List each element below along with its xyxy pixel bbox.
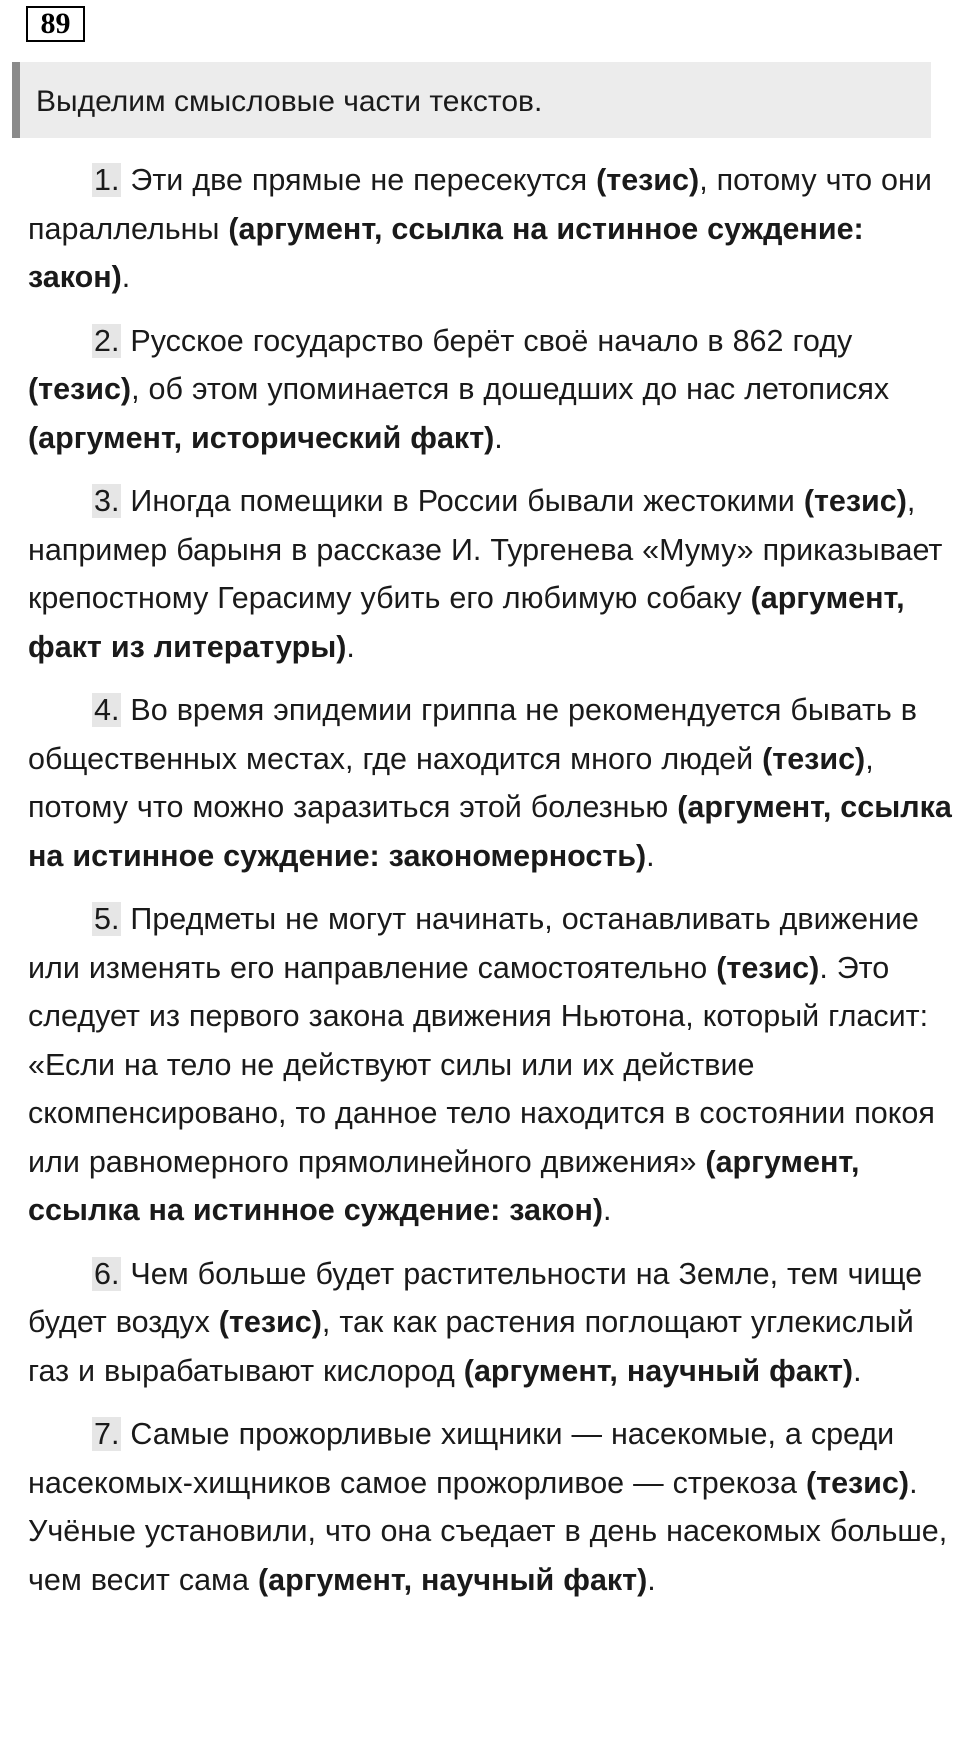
- paragraph-6: [28, 1250, 952, 1396]
- text-run: , например барыня в рассказе И. Тургенева «Муму» приказывает крепостному Герасиму убить его любимую собаку: [28, 484, 943, 615]
- text-run: Эти две прямые не пересекутся: [121, 163, 597, 197]
- text-run: . Это следует из первого закона движения Ньютона, который гласит: «Если на тело не действуют силы или их действие скомпенсировано, то данное тело находится в состоянии покоя или равномерного прямолинейного движения»: [28, 950, 935, 1179]
- thesis-label: (тезис): [218, 1305, 322, 1339]
- thesis-label: (тезис): [803, 484, 907, 518]
- text-run: , так как растения поглощают углекислый газ и вырабатывают кислород: [28, 1305, 914, 1388]
- text-run: .: [603, 1193, 612, 1227]
- item-number: 1.: [94, 163, 120, 197]
- section-header: [12, 62, 931, 138]
- text-run: , об этом упоминается в дошедших до нас летописях: [131, 372, 890, 406]
- thesis-label: (тезис): [716, 950, 820, 985]
- thesis-label: (тезис): [596, 163, 700, 197]
- argument-label: (аргумент, научный факт): [257, 1562, 648, 1597]
- argument-label: (аргумент, исторический факт): [28, 420, 495, 455]
- item-number: 7.: [94, 1417, 120, 1451]
- thesis-label: (тезис): [805, 1465, 910, 1500]
- argument-label: (аргумент, ссылка на истинное суждение: закономерность): [28, 790, 952, 873]
- item-number: 6.: [94, 1256, 120, 1291]
- text-run: .: [346, 629, 355, 664]
- paragraph-2: [28, 317, 952, 463]
- item-number: 4.: [94, 693, 120, 727]
- text-run: Самые прожорливые хищники — насекомые, а среди насекомых-хищников самое прожорливое — стрекоза: [28, 1417, 895, 1500]
- text-run: Во время эпидемии гриппа не рекомендуется бывать в общественных местах, где находится много людей: [28, 693, 917, 776]
- text-run: Чем больше будет растительности на Земле, тем чище будет воздух: [28, 1256, 923, 1339]
- argument-label: (аргумент, факт из литературы): [28, 581, 905, 664]
- paragraph-3: [28, 477, 952, 671]
- task-number: 89: [26, 6, 85, 42]
- argument-label: (аргумент, ссылка на истинное суждение: закон): [28, 1144, 860, 1227]
- text-run: .: [647, 1562, 656, 1597]
- text-run: .: [121, 260, 131, 294]
- thesis-label: (тезис): [28, 372, 132, 406]
- argument-label: (аргумент, научный факт): [463, 1353, 854, 1388]
- text-run: .: [853, 1353, 862, 1388]
- thesis-label: (тезис): [762, 741, 866, 776]
- paragraph-5: [28, 895, 952, 1235]
- text-run: , потому что можно заразиться этой болезнью: [28, 741, 874, 824]
- section-header-text: Выделим смысловые части текстов.: [36, 85, 543, 118]
- item-number: 5.: [94, 902, 120, 936]
- text-run: Русское государство берёт своё начало в 862 году: [121, 323, 853, 358]
- text-run: .: [494, 420, 503, 455]
- argument-label: (аргумент, ссылка на истинное суждение: закон): [28, 211, 864, 294]
- text-body: [28, 156, 952, 1619]
- item-number: 2.: [94, 323, 120, 358]
- item-number: 3.: [94, 484, 120, 518]
- paragraph-1: [28, 156, 952, 302]
- paragraph-7: [28, 1410, 952, 1604]
- text-run: Предметы не могут начинать, останавливать движение или изменять его направление самостоятельно: [28, 902, 919, 985]
- text-run: . Учёные установили, что она съедает в день насекомых больше, чем весит сама: [28, 1465, 948, 1597]
- paragraph-4: [28, 686, 952, 880]
- text-run: .: [646, 838, 655, 873]
- text-run: , потому что они параллельны: [28, 163, 932, 246]
- text-run: Иногда помещики в России бывали жестокими: [121, 484, 804, 518]
